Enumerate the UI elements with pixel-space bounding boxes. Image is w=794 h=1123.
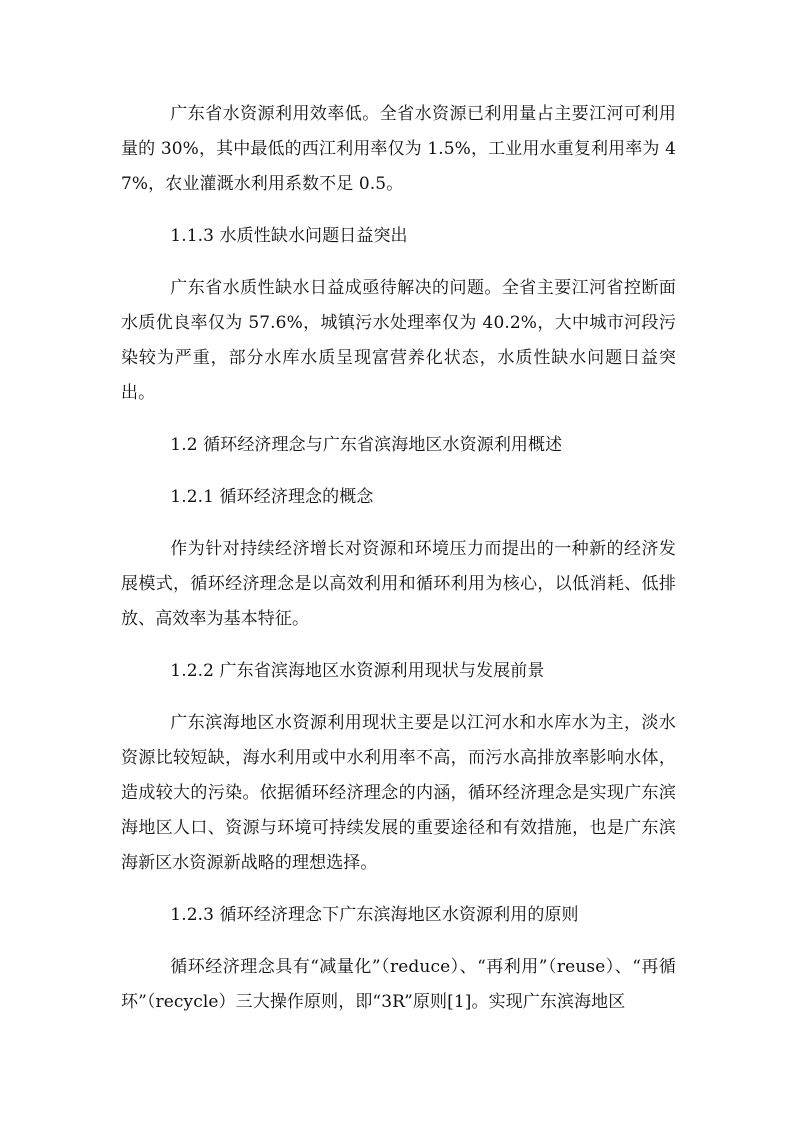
paragraph-water-status: 广东滨海地区水资源利用现状主要是以江河水和水库水为主，淡水资源比较短缺，海水利用或中水利用率不高，而污水高排放率影响水体，造成较大的污染。依据循环经济理念的内涵，循环经济理念是实现广东滨海地区人口、资源与环境可持续发展的重要途径和有效措施，也是广东滨海新区水资源新战略的理想选择。 <box>121 713 676 873</box>
paragraph-water-quality: 广东省水质性缺水日益成亟待解决的问题。全省主要江河省控断面水质优良率仅为 57.6%，城镇污水处理率仅为 40.2%，大中城市河段污染较为严重，部分水库水质呈现富营养化状态，水质性缺水问题日益突出。 <box>121 278 676 403</box>
paragraph-3r-principle: 循环经济理念具有“减量化”（reduce）、“再利用”（reuse）、“再循环”（recycle）三大操作原则，即“3R”原则[1]。实现广东滨海地区 <box>121 957 676 1012</box>
paragraph-water-efficiency: 广东省水资源利用效率低。全省水资源已利用量占主要江河可利用量的 30%，其中最低的西江利用率仅为 1.5%，工业用水重复利用率为 47%，农业灌溉水利用系数不足 0.5。 <box>121 104 676 194</box>
heading-1-1-3: 1.1.3 水质性缺水问题日益突出 <box>170 226 408 246</box>
heading-1-2-1: 1.2.1 循环经济理念的概念 <box>170 487 374 507</box>
heading-1-2: 1.2 循环经济理念与广东省滨海地区水资源利用概述 <box>170 435 563 455</box>
heading-1-2-3: 1.2.3 循环经济理念下广东滨海地区水资源利用的原则 <box>170 905 579 925</box>
heading-1-2-2: 1.2.2 广东省滨海地区水资源利用现状与发展前景 <box>170 661 545 681</box>
paragraph-circular-economy-concept: 作为针对持续经济增长对资源和环境压力而提出的一种新的经济发展模式，循环经济理念是以高效利用和循环利用为核心，以低消耗、低排放、高效率为基本特征。 <box>121 539 676 629</box>
